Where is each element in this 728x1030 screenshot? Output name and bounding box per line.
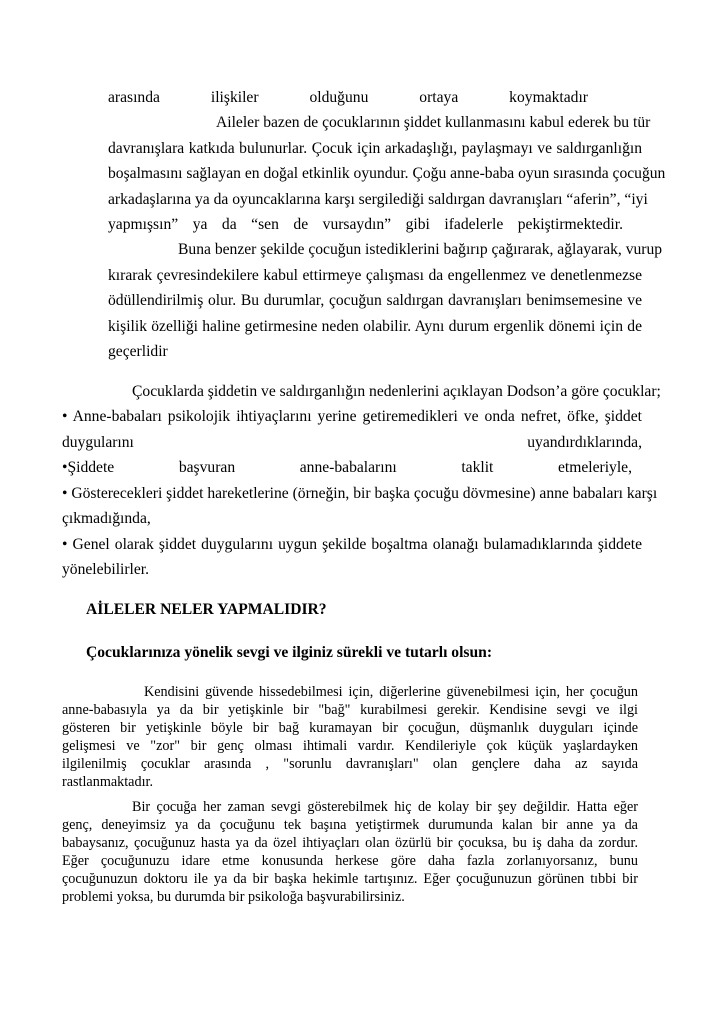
text-line: kırarak çevresindekilere kabul ettirmeye çalışması da engellenmez ve denetlenmezse [108, 267, 642, 284]
text-line: duygularını uyandırdıklarında, [62, 434, 642, 451]
text-line: Bir çocuğa her zaman sevgi gösterebilmek hiç de kolay bir şey değildir. Hatta eğer [132, 799, 638, 815]
text-line: anne-babasıyla ya da bir yetişkinle bir "bağ" kurabilmesi gerekir. Kendisine sevgi ve ilgi [62, 702, 638, 718]
list-item: • Anne-babaları psikolojik ihtiyaçlarını yerine getiremedikleri ve onda nefret, öfke, şiddet [62, 408, 642, 425]
text-line: gelişmesi ve "zor" bir genç olması ihtimali vardır. Kendileriyle çok küçük yaşlardayken [62, 738, 638, 754]
text-line: gösteren bir yetişkinle böyle bir bağ kuramayan bir çocuğun, düşmanlık duyguları içinde [62, 720, 638, 736]
text-line: problemi yoksa, bu durumda bir psikoloğa başvurabilirsiniz. [62, 889, 405, 905]
list-item: • Genel olarak şiddet duygularını uygun şekilde boşaltma olanağı bulamadıklarında şiddete [62, 536, 642, 553]
text-line: ilgilenilmiş çocuklar arasında , "sorunlu davranışları" olan gençlere daha az sayıda [62, 756, 638, 772]
text-line: genç, deneyimsiz ya da çocuğunu tek başına yetiştirmek durumunda kalan bir anne ya da [62, 817, 638, 833]
text-line: arkadaşlarına ya da oyuncaklarına karşı sergilediği saldırgan davranışları “aferin”, “iyi [108, 191, 648, 208]
text-line: ödüllendirilmiş olur. Bu durumlar, çocuğun saldırgan davranışları benimsemesine ve [108, 292, 642, 309]
text-line: Buna benzer şekilde çocuğun istediklerini bağırıp çağırarak, ağlayarak, vurup [178, 241, 663, 258]
text-line: Eğer çocuğunuzu idare etme konusunda herkese göre daha fazla zorlanıyorsanız, bunu [62, 853, 638, 869]
text-line: davranışlara katkıda bulunurlar. Çocuk için arkadaşlığı, paylaşmayı ve saldırganlığın [108, 140, 642, 157]
text-line: babaysanız, çocuğunuz hasta ya da özel ihtiyaçları olan özürlü bir çocuksa, bu iş daha da zordur. [62, 835, 638, 851]
text-line: arasında ilişkiler olduğunu ortaya koymaktadır [108, 89, 588, 106]
section-heading: AİLELER NELER YAPMALIDIR? [86, 601, 327, 618]
text-line: rastlanmaktadır. [62, 774, 154, 790]
list-item: •Şiddete başvuran anne-babalarını taklit etmeleriyle, [62, 459, 632, 476]
section-subheading: Çocuklarınıza yönelik sevgi ve ilginiz sürekli ve tutarlı olsun: [86, 644, 493, 661]
text-line: yönelebilirler. [62, 561, 150, 578]
text-line: Çocuklarda şiddetin ve saldırganlığın nedenlerini açıklayan Dodson’a göre çocuklar; [132, 383, 661, 400]
text-line: boşalmasını sağlayan en doğal etkinlik oyundur. Çoğu anne-baba oyun sırasında çocuğun [108, 165, 666, 182]
text-line: yapmışsın” ya da “sen de vursaydın” gibi ifadelerle pekiştirmektedir. [108, 216, 623, 233]
text-line: çocuğunuzun doktoru ile ya da bir başka hekimle tartışınız. Eğer çocuğunuzun görünen tıbbi bir [62, 871, 638, 887]
text-line: kişilik özelliği haline getirmesine neden olabilir. Aynı durum ergenlik dönemi için de [108, 318, 642, 335]
text-line: Aileler bazen de çocuklarının şiddet kullanmasını kabul ederek bu tür [216, 114, 651, 131]
text-line: Kendisini güvende hissedebilmesi için, diğerlerine güvenebilmesi için, her çocuğun [144, 684, 638, 700]
list-item: • Gösterecekleri şiddet hareketlerine (örneğin, bir başka çocuğu dövmesine) anne babaları karşı [62, 485, 658, 502]
text-line: çıkmadığında, [62, 510, 151, 527]
text-line: geçerlidir [108, 343, 168, 360]
